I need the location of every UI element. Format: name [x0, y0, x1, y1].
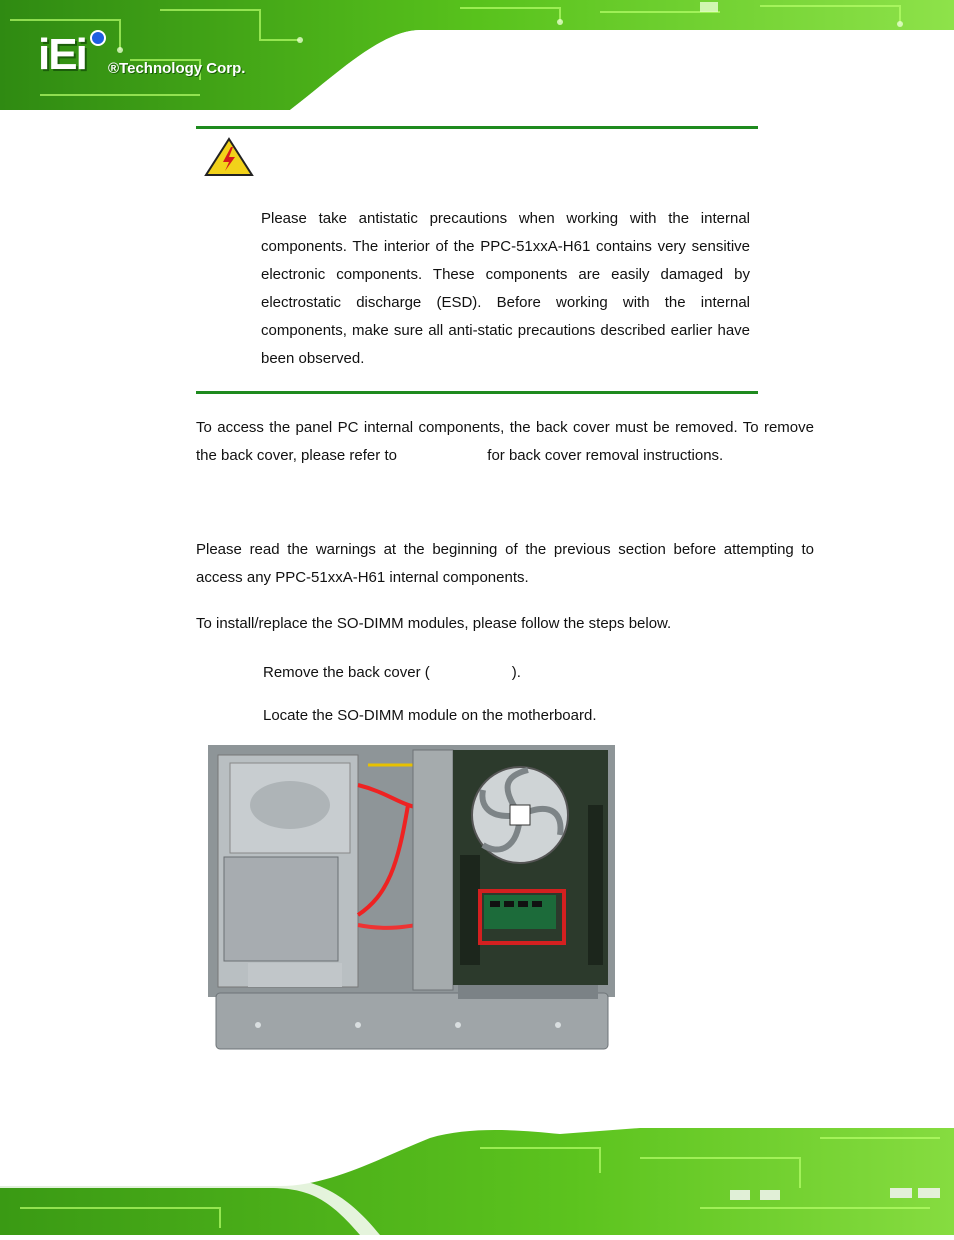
- step-1-after: ).: [511, 664, 521, 681]
- install-intro: To install/replace the SO-DIMM modules, please follow the steps below.: [196, 615, 672, 632]
- warning-bottom-rule: [196, 391, 758, 394]
- circuit-footer-graphic: [0, 1128, 954, 1235]
- brand-logo-dot: [90, 30, 106, 46]
- footer-banner: [0, 1128, 954, 1235]
- warning-text: Please take antistatic precautions when working with the internal components. The interior of the PPC-51xxA-H61 contains very sensitive electronic components. These components are easily damaged by electrostatic discharge (ESD). Before working with the internal components, make sure all anti-static precautions described earlier have been observed.: [261, 210, 750, 367]
- access-text-before: To access the panel PC internal components, the back cover must be removed. To remove the back cover, please refer to: [196, 419, 814, 464]
- step-1: [263, 659, 813, 687]
- motherboard-photo: [208, 745, 615, 1051]
- brand-name: ®Technology Corp.: [108, 60, 246, 77]
- step-2: Locate the SO-DIMM module on the motherboard.: [263, 707, 597, 724]
- access-paragraph: [196, 414, 814, 470]
- warning-read-paragraph: Please read the warnings at the beginning of the previous section before attempting to access any PPC-51xxA-H61 internal components.: [196, 541, 814, 586]
- step-1-before: Remove the back cover (: [263, 664, 430, 681]
- header-banner: [0, 0, 954, 120]
- brand-logo: iEi: [38, 30, 86, 79]
- warning-icon: [204, 137, 254, 177]
- access-text-after: for back cover removal instructions.: [487, 447, 724, 464]
- warning-top-rule: [196, 126, 758, 129]
